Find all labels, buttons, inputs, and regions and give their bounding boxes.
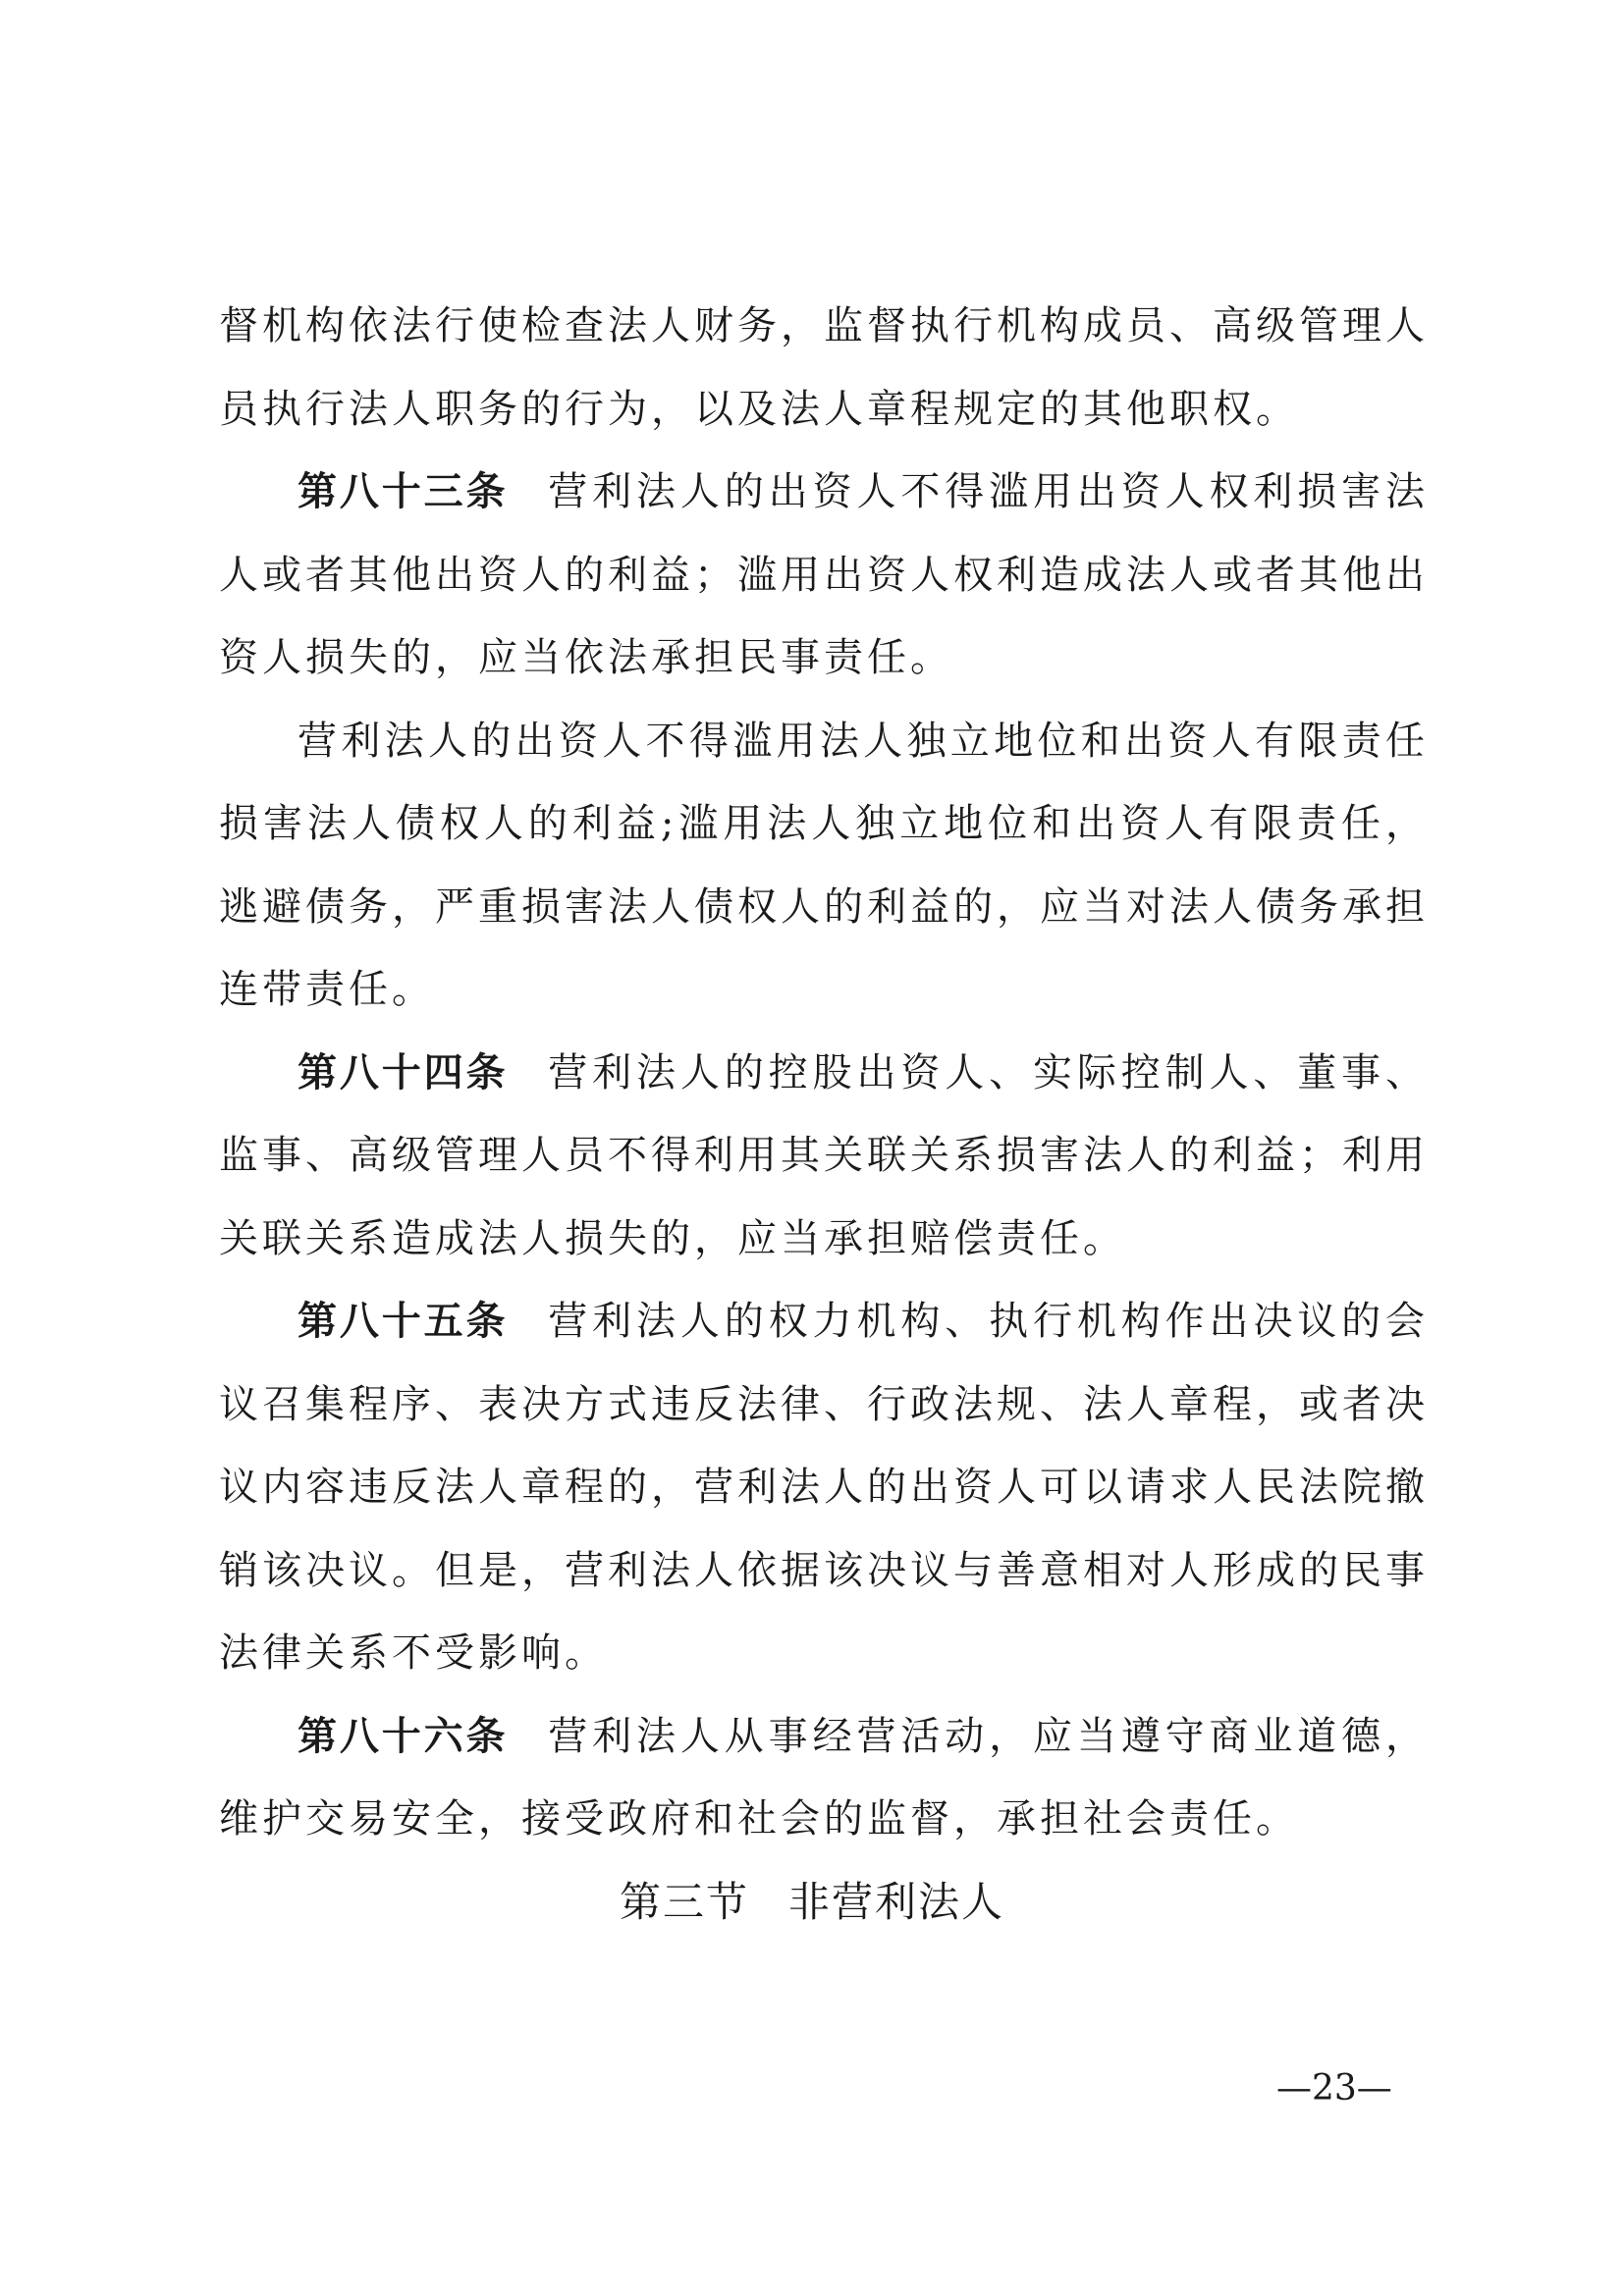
- page-number: —23—: [1276, 2068, 1392, 2109]
- article-text: 营利法人的权力机构、执行机构作出决议的会议召集程序、表决方式违反法律、行政法规、法人章程，或者决议内容违反法人章程的，营利法人的出资人可以请求人民法院撤销该决议。但是，营利法人依据该决议与善意相对人形成的民事法律关系不受影响。: [219, 1299, 1430, 1676]
- article-text: 营利法人的控股出资人、实际控制人、董事、监事、高级管理人员不得利用其关联关系损害法人的利益；利用关联关系造成法人损失的，应当承担赔偿责任。: [219, 1049, 1430, 1261]
- article-83-paragraph-2: [219, 700, 1429, 1032]
- article-heading: 第八十五条: [298, 1299, 509, 1344]
- section-name: 非营利法人: [788, 1878, 1005, 1926]
- article-heading: 第八十六条: [298, 1713, 509, 1759]
- article-84: [219, 1032, 1429, 1281]
- section-number: 第三节: [619, 1878, 749, 1926]
- paragraph-text: 营利法人的出资人不得滥用法人独立地位和出资人有限责任损害法人债权人的利益;滥用法人独立地位和出资人有限责任，逃避债务，严重损害法人债权人的利益的，应当对法人债务承担连带责任。: [219, 718, 1429, 1012]
- paragraph-text: 督机构依法行使检查法人财务，监督执行机构成员、高级管理人员执行法人职务的行为，以及法人章程规定的其他职权。: [219, 303, 1429, 432]
- article-heading: 第八十三条: [298, 469, 509, 514]
- article-text: 营利法人的出资人不得滥用出资人权利损害法人或者其他出资人的利益；滥用出资人权利造成法人或者其他出资人损失的，应当依法承担民事责任。: [219, 469, 1430, 680]
- paragraph-continuation: [219, 285, 1429, 451]
- article-86: [219, 1695, 1429, 1861]
- article-heading: 第八十四条: [298, 1049, 509, 1095]
- section-title: [0, 1870, 1624, 1929]
- document-body: [219, 285, 1429, 1861]
- article-85: [219, 1280, 1429, 1695]
- article-text: 营利法人从事经营活动，应当遵守商业道德，维护交易安全，接受政府和社会的监督，承担社会责任。: [219, 1713, 1430, 1842]
- article-83: [219, 451, 1429, 700]
